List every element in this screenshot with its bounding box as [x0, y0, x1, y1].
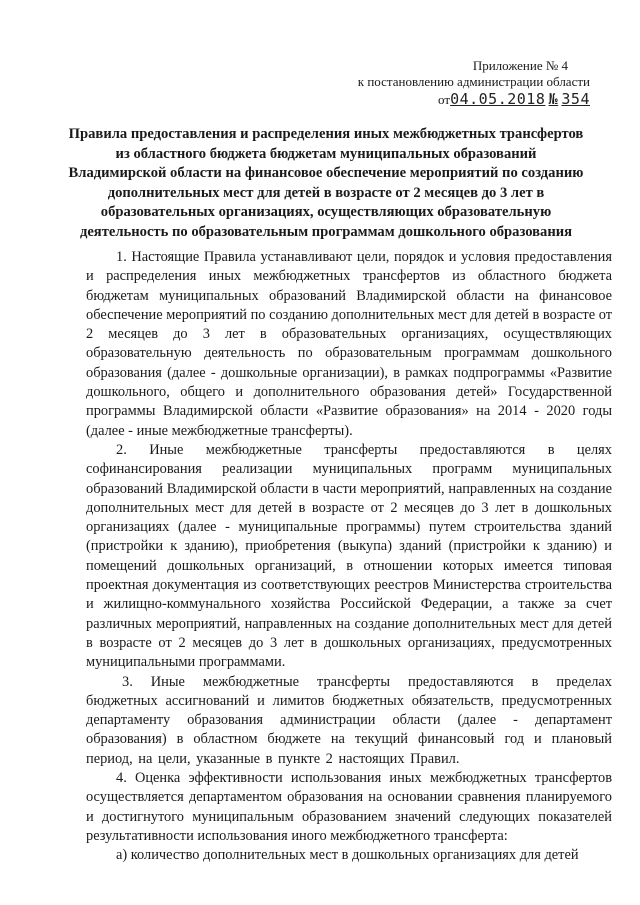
paragraph-4: 4. Оценка эффективности использования иных межбюджетных трансфертов осуществляется департаментом образования на основании сравнения планируемого и достигнутого муниципальным образованием значений следующих показателей результативности использования иного межбюджетного трансферта: [86, 770, 612, 844]
appendix-header [330, 58, 590, 108]
title-line: образовательных организациях, осуществляющих образовательную [100, 204, 552, 220]
paragraph-4a: а) количество дополнительных мест в дошкольных организациях для детей [116, 847, 579, 864]
appendix-title: Приложение № 4 [472, 58, 568, 73]
number-sign: № [548, 90, 559, 108]
document-body [86, 248, 612, 866]
paragraph-1: 1. Настоящие Правила устанавливают цели, порядок и условия предоставления и распределения иных межбюджетных трансфертов из областного бюджета бюджетам муниципальных образований Владимирской области на финансовое обеспечение мероприятий по созданию дополнительных мест для детей в возрасте от 2 месяцев до 3 лет в образовательных организациях, осуществляющих образовательную деятельность по образовательным программам дошкольного образования (далее - дошкольные организации), в рамках подпрограммы «Развитие дошкольного, общего и дополнительного образования детей» Государственной программы Владимирской области «Развитие образования» на 2014 - 2020 годы (далее - иные межбюджетные трансферты). [86, 249, 612, 439]
title-line: из областного бюджета бюджетам муниципальных образований [115, 145, 537, 162]
paragraph-3: 3. Иные межбюджетные трансферты предоставляются в пределах бюджетных ассигнований и лимитов бюджетных обязательств, предусмотренных департаменту образования администрации области (далее - департамент образования) в областном бюджете на текущий финансовый год и плановый период, на цели, указанные в пункте 2 настоящих Правил. [86, 673, 612, 767]
title-line: деятельность по образовательным программам дошкольного образования [79, 223, 573, 240]
document-title [62, 125, 590, 242]
appendix-date-row [330, 91, 590, 108]
resolution-date: 04.05.2018 [450, 90, 546, 108]
date-prefix: от [438, 92, 451, 107]
title-line: дополнительных мест для детей в возрасте от 2 месяцев до 3 лет в [107, 184, 545, 201]
paragraph-2: 2. Иные межбюджетные трансферты предоставляются в целях софинансирования реализации муниципальных программ муниципальных образований Владимирской области в части мероприятий, направленных на создание дополнительных мест для детей в возрасте от 2 месяцев до 3 лет в дошкольных организациях (далее - муниципальные программы) путем строительства зданий (пристройки к зданию), приобретения (выкупа) зданий (пристройки к зданию) и помещений дошкольных организаций, в отношении которых имеется типовая проектная документация из соответствующих реестров Министерства строительства и жилищно-коммунального хозяйства Российской Федерации, а также за счет различных мероприятий, направленных на создание дополнительных мест для детей в возрасте от 2 месяцев до 3 лет в дошкольных организациях, предусмотренных муниципальными программами. [86, 441, 612, 671]
appendix-resolution-line: к постановлению администрации области [357, 74, 590, 89]
title-line: Владимирской области на финансовое обеспечение мероприятий по созданию [68, 165, 584, 181]
resolution-number: 354 [561, 90, 590, 108]
title-line: Правила предоставления и распределения иных межбюджетных трансфертов [68, 126, 584, 142]
